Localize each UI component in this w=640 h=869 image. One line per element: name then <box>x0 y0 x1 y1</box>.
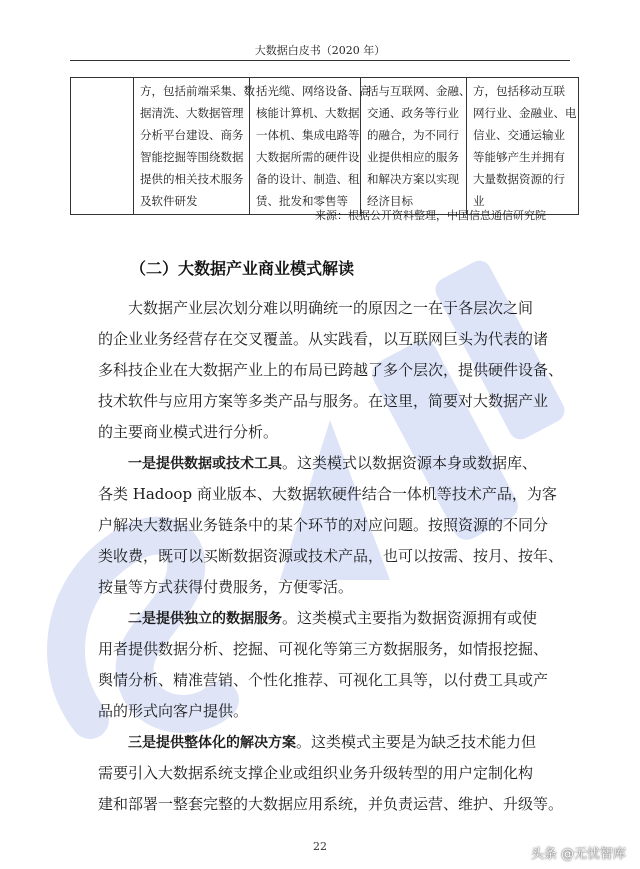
paragraph-line: 建和部署一整套完整的大数据应用系统，并负责运营、维护、升级等。 <box>98 795 564 813</box>
cell-line: 业提供相应的服务 <box>367 150 459 164</box>
cell-line: 据清洗、大数据管理 <box>140 106 244 120</box>
paragraph-text: 。这类模式主要指为数据资源拥有或使 <box>282 609 538 627</box>
source-brand-badge: 头条 @无忧智库 <box>530 847 626 862</box>
table-cell-data-resources <box>467 78 579 215</box>
cell-line: 备的设计、制造、租 <box>256 172 360 186</box>
cell-line: 业 <box>473 194 485 208</box>
table-cell-software-services <box>134 78 255 215</box>
cell-line: 交通、政务等行业 <box>367 106 459 120</box>
paragraph-line: 类收费，既可以买断数据资源或技术产品，也可以按需、按月、按年、 <box>98 547 564 565</box>
cell-line: 括与互联网、金融、 <box>367 84 471 98</box>
paragraph-line: 用者提供数据分析、挖掘、可视化等第三方数据服务，如情报挖掘、 <box>98 640 549 658</box>
paragraph-text: 。这类模式主要是为缺乏技术能力但 <box>296 733 537 751</box>
cell-line: 经济目标 <box>367 194 413 208</box>
running-header: 大数据白皮书（2020 年） <box>254 44 386 57</box>
model-two-heading: 二是提供独立的数据服务 <box>128 611 282 627</box>
cell-line: 大数据所需的硬件设 <box>256 150 360 164</box>
cell-line: 提供的相关技术服务 <box>140 172 244 186</box>
cell-line: 及软件研发 <box>140 194 198 208</box>
paragraph-line: 技术软件与应用方案等多类产品与服务。在这里，简要对大数据产业 <box>98 392 549 410</box>
paragraph-line: 按量等方式获得付费服务，方便零活。 <box>98 578 354 596</box>
model-one-heading: 一是提供数据或技术工具 <box>128 456 282 472</box>
paragraph-line <box>98 603 568 634</box>
cell-line: 大量数据资源的行 <box>473 172 565 186</box>
paragraph-line: 需要引入大数据系统支撑企业或组织业务升级转型的用户定制化构 <box>98 764 534 782</box>
continued-table <box>70 77 579 215</box>
cell-line: 分析平台建设、商务 <box>140 128 244 142</box>
cell-line: 的融合，为不同行 <box>367 128 459 142</box>
body-text <box>98 293 568 820</box>
paragraph-line <box>98 727 568 758</box>
cell-line: 网行业、金融业、电 <box>473 106 577 120</box>
paragraph-line: 各类 Hadoop 商业版本、大数据软硬件结合一体机等技术产品，为客 <box>98 485 557 503</box>
table-row <box>71 78 579 215</box>
cell-line: 智能挖掘等围绕数据 <box>140 150 244 164</box>
cell-line: 括光缆、网络设备、高 <box>256 84 371 98</box>
paragraph-line: 的企业业务经营存在交叉覆盖。从实践看，以互联网巨头为代表的诸 <box>98 330 549 348</box>
paragraph-line <box>98 448 568 479</box>
table-cell-industry-fusion <box>361 78 471 215</box>
section-title: （二）大数据产业商业模式解读 <box>130 259 355 278</box>
table-cell-empty <box>71 78 134 215</box>
paragraph-line: 大数据产业层次划分难以明确统一的原因之一在于各层次之间 <box>128 299 534 317</box>
cell-line: 核能计算机、大数据 <box>256 106 360 120</box>
paragraph-line: 的主要商业模式进行分析。 <box>98 423 279 441</box>
cell-line: 赁、批发和零售等 <box>256 194 348 208</box>
header-rule <box>70 60 570 61</box>
paragraph-text: 。这类模式以数据资源本身或数据库、 <box>282 454 538 472</box>
cell-line: 方，包括前端采集、数 <box>140 84 255 98</box>
table-source-note: 来源：根据公开资料整理，中国信息通信研究院 <box>315 209 546 222</box>
model-three-heading: 三是提供整体化的解决方案 <box>128 735 296 751</box>
cell-line: 信业、交通运输业 <box>473 128 565 142</box>
cell-line: 一体机、集成电路等 <box>256 128 360 142</box>
paragraph-line: 户解决大数据业务链条中的某个环节的对应问题。按照资源的不同分 <box>98 516 549 534</box>
cell-line: 等能够产生并拥有 <box>473 150 565 164</box>
table-cell-hardware <box>250 78 371 215</box>
paragraph-line: 品的形式向客户提供。 <box>98 702 249 720</box>
paragraph-line: 多科技企业在大数据产业上的布局已跨越了多个层次，提供硬件设备、 <box>98 361 564 379</box>
page-number: 22 <box>313 840 327 853</box>
cell-line: 和解决方案以实现 <box>367 172 459 186</box>
paragraph-line: 舆情分析、精准营销、个性化推荐、可视化工具等，以付费工具或产 <box>98 671 549 689</box>
cell-line: 方，包括移动互联 <box>473 84 565 98</box>
